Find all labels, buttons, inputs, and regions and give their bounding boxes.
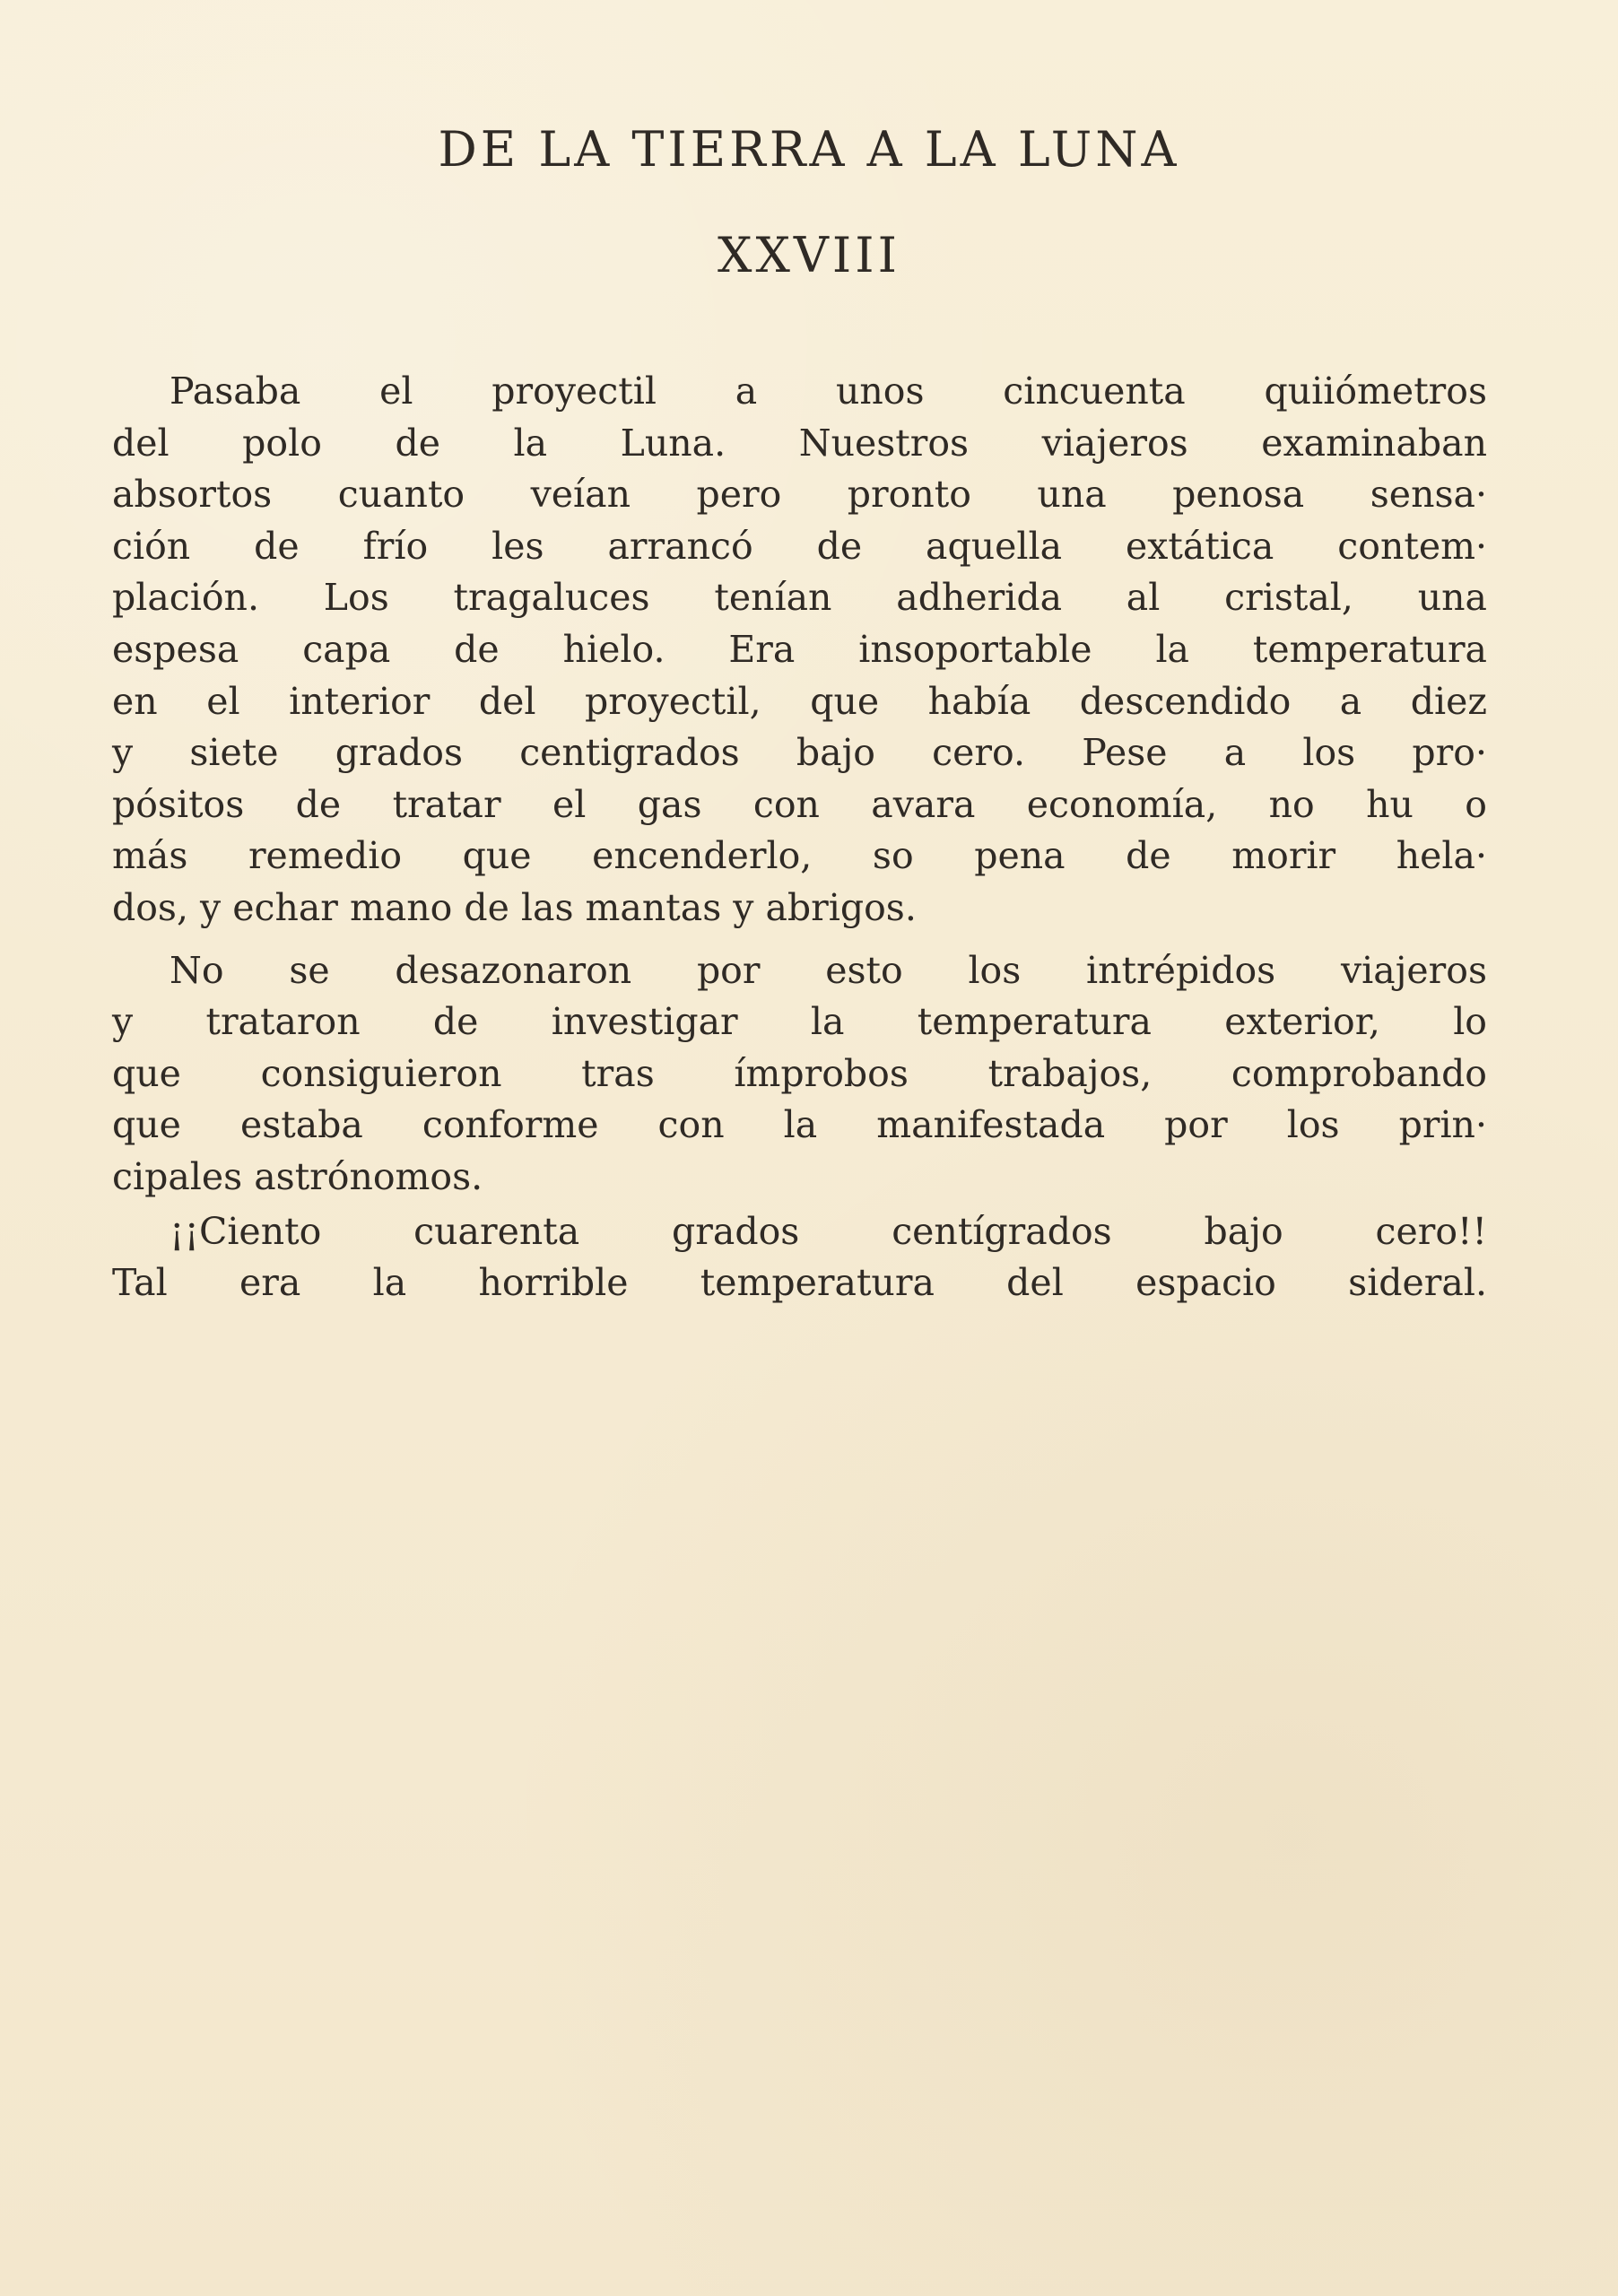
text-line: Tal era la horrible temperatura del espacio sideral.: [112, 1261, 1487, 1305]
text-line: ción de frío les arrancó de aquella extática contem·: [112, 524, 1487, 568]
text-line: más remedio que encenderlo, so pena de morir hela·: [112, 834, 1487, 878]
chapter-number: XXVIII: [718, 227, 900, 283]
text-line: dos, y echar mano de las mantas y abrigos.: [112, 885, 917, 929]
text-line: cipales astrónomos.: [112, 1154, 483, 1198]
text-line: que consiguieron tras ímprobos trabajos, comprobando: [112, 1051, 1487, 1095]
text-line: Pasaba el proyectil a unos cincuenta quiiómetros: [170, 370, 1487, 413]
text-line: plación. Los tragaluces tenían adherida al cristal, una: [112, 576, 1487, 620]
body-text: [112, 366, 1487, 1309]
text-line: pósitos de tratar el gas con avara economía, no hu o: [112, 782, 1487, 826]
text-line: en el interior del proyectil, que había descendido a diez: [112, 679, 1487, 723]
text-line: espesa capa de hielo. Era insoportable la temperatura: [112, 627, 1487, 671]
text-line: ¡¡Ciento cuarenta grados centígrados bajo cero!!: [170, 1209, 1487, 1253]
text-line: y siete grados centigrados bajo cero. Pese a los pro·: [112, 731, 1487, 775]
text-line: que estaba conforme con la manifestada por los prin·: [112, 1103, 1487, 1147]
book-title: DE LA TIERRA A LA LUNA: [438, 121, 1180, 178]
text-line: del polo de la Luna. Nuestros viajeros examinaban: [112, 421, 1487, 465]
text-line: y trataron de investigar la temperatura exterior, lo: [112, 1000, 1487, 1044]
text-line: absortos cuanto veían pero pronto una penosa sensa·: [112, 473, 1487, 517]
text-line: No se desazonaron por esto los intrépidos viajeros: [170, 948, 1487, 992]
